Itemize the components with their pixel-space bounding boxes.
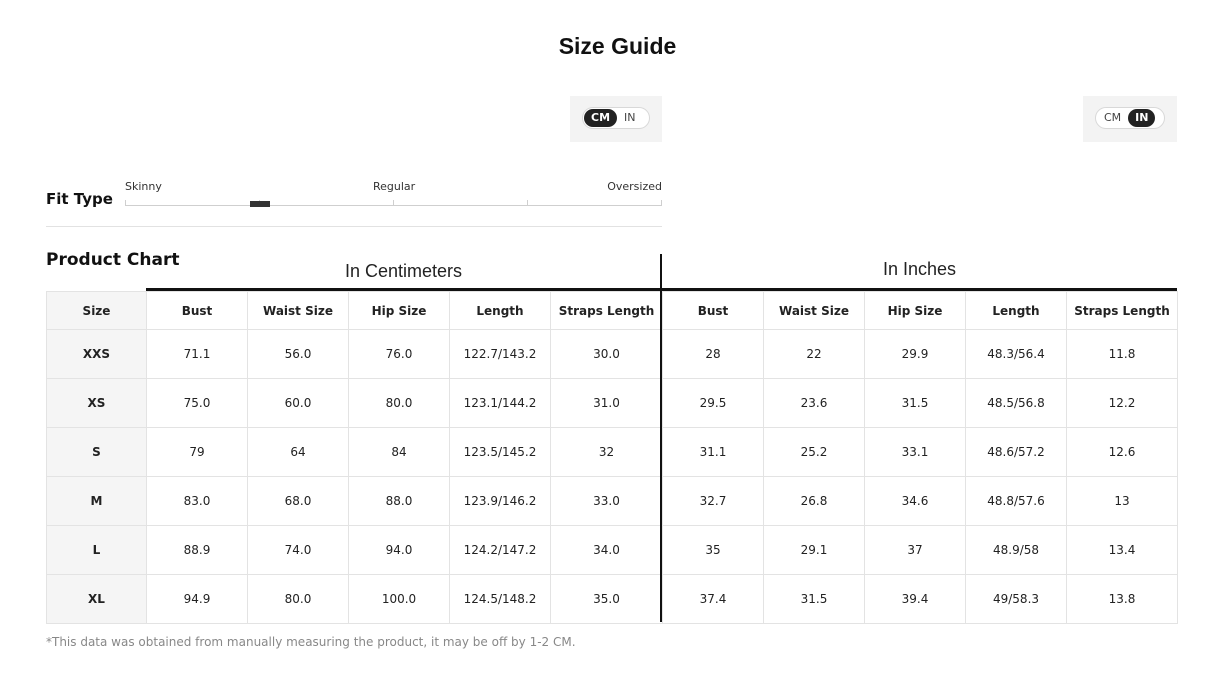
measurement-cell: 31.1 [663,428,764,477]
measurement-cell: 71.1 [147,330,248,379]
size-label-cell: M [47,477,147,526]
measurement-cell: 79 [147,428,248,477]
table-row [47,477,1178,526]
measurement-cell: 84 [349,428,450,477]
table-row [47,428,1178,477]
measurement-cell: 13.4 [1067,526,1178,575]
product-chart-title: Product Chart [46,250,180,270]
measurement-cell: 68.0 [248,477,349,526]
measurement-cell: 35.0 [551,575,663,624]
fit-scale-label-skinny: Skinny [125,180,162,193]
measurement-cell: 37.4 [663,575,764,624]
measurement-cell: 80.0 [349,379,450,428]
measurement-cell: 35 [663,526,764,575]
measurement-cell: 75.0 [147,379,248,428]
table-row [47,575,1178,624]
measurement-cell: 80.0 [248,575,349,624]
measurement-cell: 26.8 [764,477,865,526]
measurement-cell: 64 [248,428,349,477]
measurement-cell: 22 [764,330,865,379]
fit-scale-tick [393,200,394,206]
page-title: Size Guide [558,33,677,59]
unit-divider [660,254,662,622]
measurement-cell: 33.1 [865,428,966,477]
measurement-cell: 12.6 [1067,428,1178,477]
measurement-cell: 48.6/57.2 [966,428,1067,477]
measurement-cell: 124.5/148.2 [450,575,551,624]
measurement-cell: 56.0 [248,330,349,379]
fit-scale-label-oversized: Oversized [607,180,662,193]
measurement-cell: 60.0 [248,379,349,428]
section-divider [46,226,662,227]
measurement-cell: 31.5 [865,379,966,428]
column-header: Size [47,292,147,330]
table-header-row [47,292,1178,330]
column-header: Hip Size [349,292,450,330]
unit-toggle-left [582,107,650,129]
measurement-cell: 31.5 [764,575,865,624]
measurement-cell: 32 [551,428,663,477]
measurement-cell: 33.0 [551,477,663,526]
measurement-cell: 11.8 [1067,330,1178,379]
centimeters-heading: In Centimeters [344,261,463,281]
measurement-cell: 34.6 [865,477,966,526]
measurement-cell: 28 [663,330,764,379]
measurement-cell: 12.2 [1067,379,1178,428]
measurement-cell: 29.1 [764,526,865,575]
measurement-cell: 32.7 [663,477,764,526]
column-header: Bust [147,292,248,330]
fit-scale-label-regular: Regular [373,180,416,193]
measurement-cell: 100.0 [349,575,450,624]
unit-toggle-panel-right [1083,96,1177,142]
size-label-cell: S [47,428,147,477]
size-label-cell: L [47,526,147,575]
measurement-cell: 23.6 [764,379,865,428]
measurement-cell: 34.0 [551,526,663,575]
measurement-cell: 49/58.3 [966,575,1067,624]
table-row [47,330,1178,379]
measurement-cell: 83.0 [147,477,248,526]
measurement-cell: 13 [1067,477,1178,526]
measurement-cell: 48.8/57.6 [966,477,1067,526]
unit-toggle-panel-left [570,96,662,142]
measurement-cell: 123.1/144.2 [450,379,551,428]
measurement-cell: 88.0 [349,477,450,526]
measurement-cell: 94.9 [147,575,248,624]
measurement-cell: 76.0 [349,330,450,379]
inches-heading: In Inches [882,259,957,279]
measurement-cell: 37 [865,526,966,575]
column-header: Hip Size [865,292,966,330]
measurement-cell: 48.3/56.4 [966,330,1067,379]
column-header: Length [450,292,551,330]
measurement-cell: 48.9/58 [966,526,1067,575]
fit-scale-tick [661,200,662,206]
measurement-cell: 123.5/145.2 [450,428,551,477]
unit-toggle-right [1095,107,1165,129]
footnote: *This data was obtained from manually measuring the product, it may be off by 1-2 CM. [46,635,576,649]
column-header: Bust [663,292,764,330]
measurement-cell: 122.7/143.2 [450,330,551,379]
measurement-cell: 31.0 [551,379,663,428]
size-table [46,291,1178,624]
measurement-cell: 39.4 [865,575,966,624]
measurement-cell: 74.0 [248,526,349,575]
size-label-cell: XL [47,575,147,624]
fit-type-label: Fit Type [46,190,113,208]
measurement-cell: 25.2 [764,428,865,477]
fit-scale-tick [527,200,528,206]
column-header: Straps Length [551,292,663,330]
column-header: Straps Length [1067,292,1178,330]
unit-option-in[interactable]: IN [1128,109,1155,127]
measurement-cell: 94.0 [349,526,450,575]
unit-option-cm[interactable]: CM [1104,111,1122,124]
fit-scale-marker [250,201,270,207]
measurement-cell: 29.9 [865,330,966,379]
measurement-cell: 88.9 [147,526,248,575]
measurement-cell: 13.8 [1067,575,1178,624]
measurement-cell: 29.5 [663,379,764,428]
column-header: Waist Size [764,292,865,330]
fit-scale-tick [125,200,126,206]
size-label-cell: XS [47,379,147,428]
column-header: Length [966,292,1067,330]
size-label-cell: XXS [47,330,147,379]
column-header: Waist Size [248,292,349,330]
measurement-cell: 30.0 [551,330,663,379]
unit-option-cm[interactable]: CM [584,109,617,127]
table-row [47,379,1178,428]
measurement-cell: 124.2/147.2 [450,526,551,575]
measurement-cell: 123.9/146.2 [450,477,551,526]
unit-option-in[interactable]: IN [624,111,636,124]
table-row [47,526,1178,575]
measurement-cell: 48.5/56.8 [966,379,1067,428]
